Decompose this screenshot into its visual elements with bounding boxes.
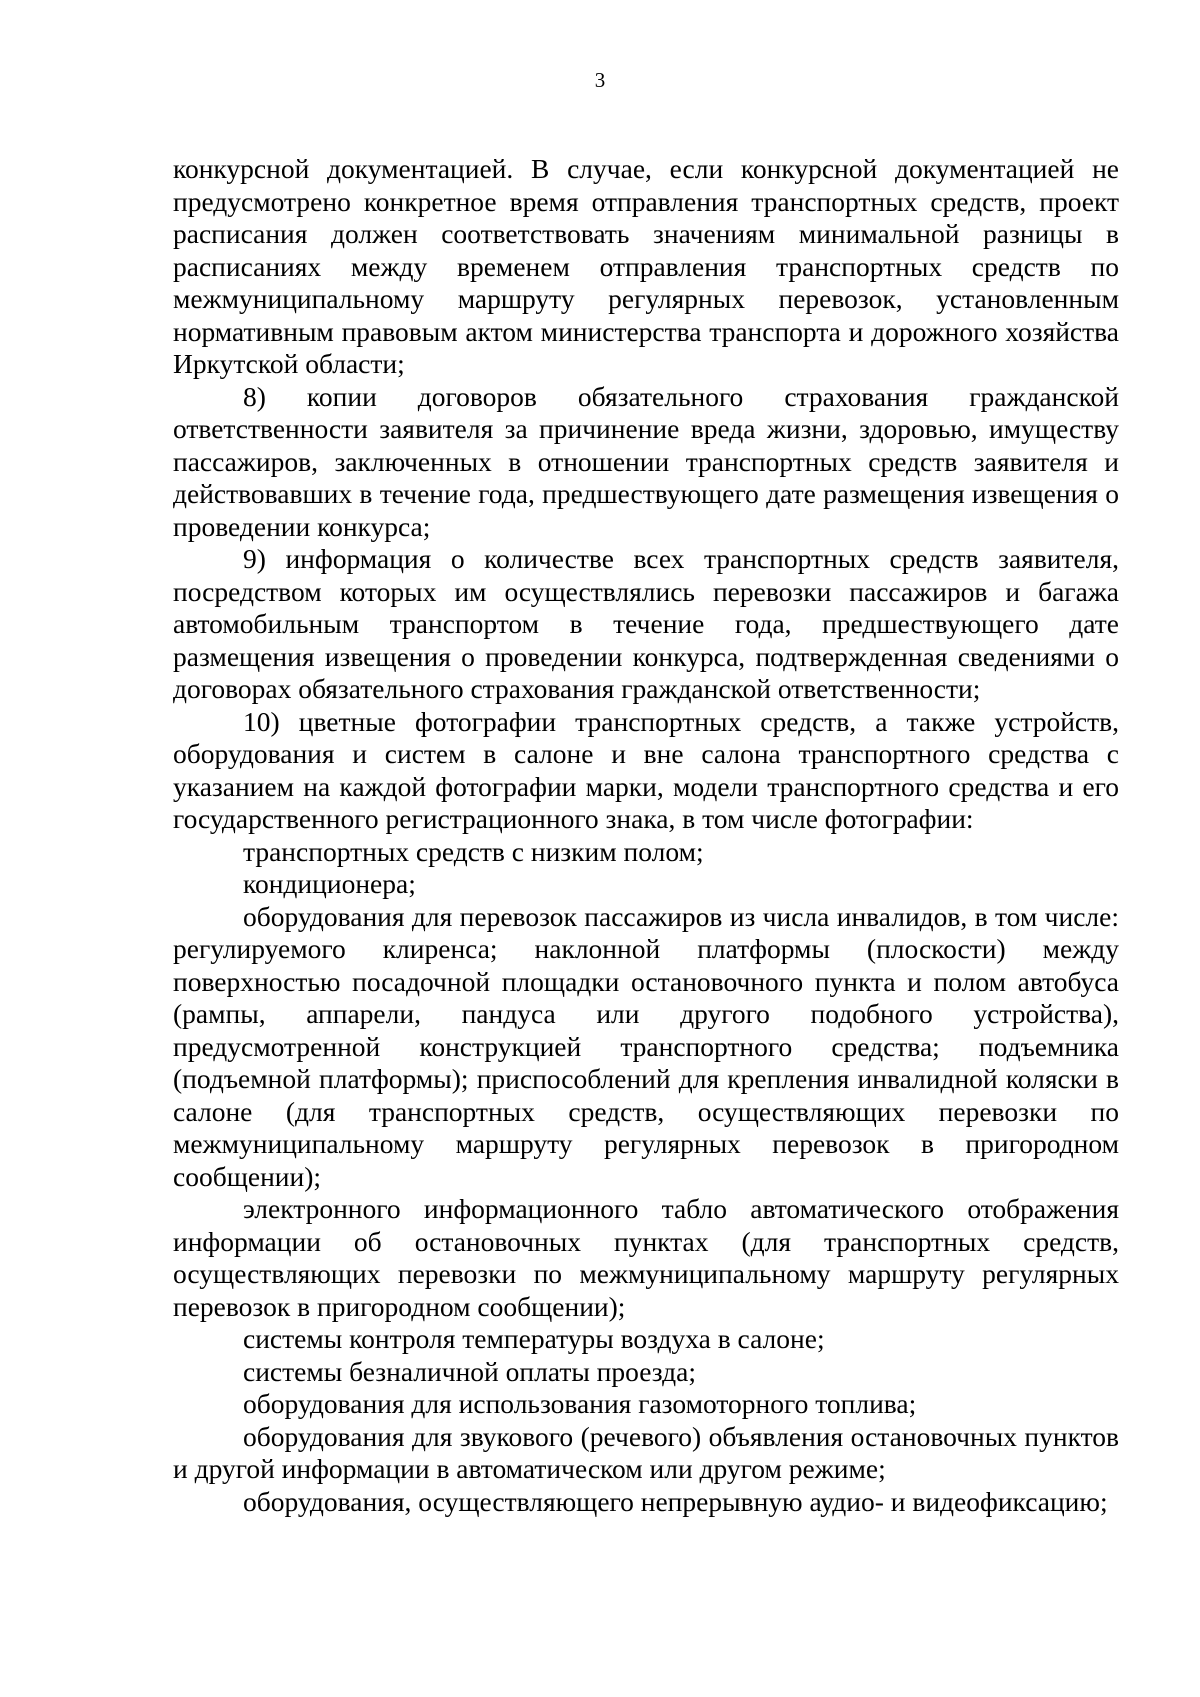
paragraph-item-8: 8) копии договоров обязательного страхования гражданской ответственности заявителя за причинение вреда жизни, здоровью, имуществу пассажиров, заключенных в отношении транспортных средств заявителя и действовавших в течение года, предшествующего дате размещения извещения о проведении конкурса;	[173, 380, 1119, 542]
paragraph-temperature-control: системы контроля температуры воздуха в салоне;	[243, 1323, 825, 1354]
paragraph-gas-fuel: оборудования для использования газомоторного топлива;	[243, 1388, 917, 1419]
paragraph-info-display: электронного информационного табло автоматического отображения информации об остановочных пунктах (для транспортных средств, осуществляющих перевозки по межмуниципальному маршруту регулярных перевозок в пригородном сообщении);	[173, 1193, 1119, 1322]
paragraph-video-recording: оборудования, осуществляющего непрерывную аудио- и видеофиксацию;	[243, 1485, 1108, 1517]
paragraph-disability-equipment: оборудования для перевозок пассажиров из числа инвалидов, в том числе: регулируемого клиренса; наклонной платформы (плоскости) между поверхностью посадочной площадки остановочного пункта и полом автобуса (рампы, аппарели, пандуса или другого подобного устройства), предусмотренной конструкцией транспортного средства; подъемника (подъемной платформы); приспособлений для крепления инвалидной коляски в салоне (для транспортных средств, осуществляющих перевозки по межмуниципальному маршруту регулярных перевозок в пригородном сообщении);	[173, 900, 1119, 1192]
paragraph-air-conditioner: кондиционера;	[243, 868, 416, 899]
paragraph-cashless-payment: системы безналичной оплаты проезда;	[243, 1355, 696, 1387]
paragraph-continuation: конкурсной документацией. В случае, если конкурсной документацией не предусмотрено конкретное время отправления транспортных средств, проект расписания должен соответствовать значениям минимальной разницы в расписаниях между временем отправления транспортных средств по межмуниципальному маршруту регулярных перевозок, установленным нормативным правовым актом министерства транспорта и дорожного хозяйства Иркутской области;	[173, 153, 1119, 379]
paragraph-item-10: 10) цветные фотографии транспортных средств, а также устройств, оборудования и систем в салоне и вне салона транспортного средства с указанием на каждой фотографии марки, модели транспортного средства и его государственного регистрационного знака, в том числе фотографии:	[173, 705, 1119, 834]
paragraph-voice-announcement: оборудования для звукового (речевого) объявления остановочных пунктов и другой информации в автоматическом или другом режиме;	[173, 1420, 1119, 1484]
paragraph-item-9: 9) информация о количестве всех транспортных средств заявителя, посредством которых им осуществлялись перевозки пассажиров и багажа автомобильным транспортом в течение года, предшествующего дате размещения извещения о проведении конкурса, подтвержденная сведениями о договорах обязательного страхования гражданской ответственности;	[173, 543, 1119, 704]
document-body	[173, 153, 1119, 1518]
paragraph-low-floor: транспортных средств с низким полом;	[243, 835, 704, 867]
page-number: 3	[594, 68, 606, 92]
